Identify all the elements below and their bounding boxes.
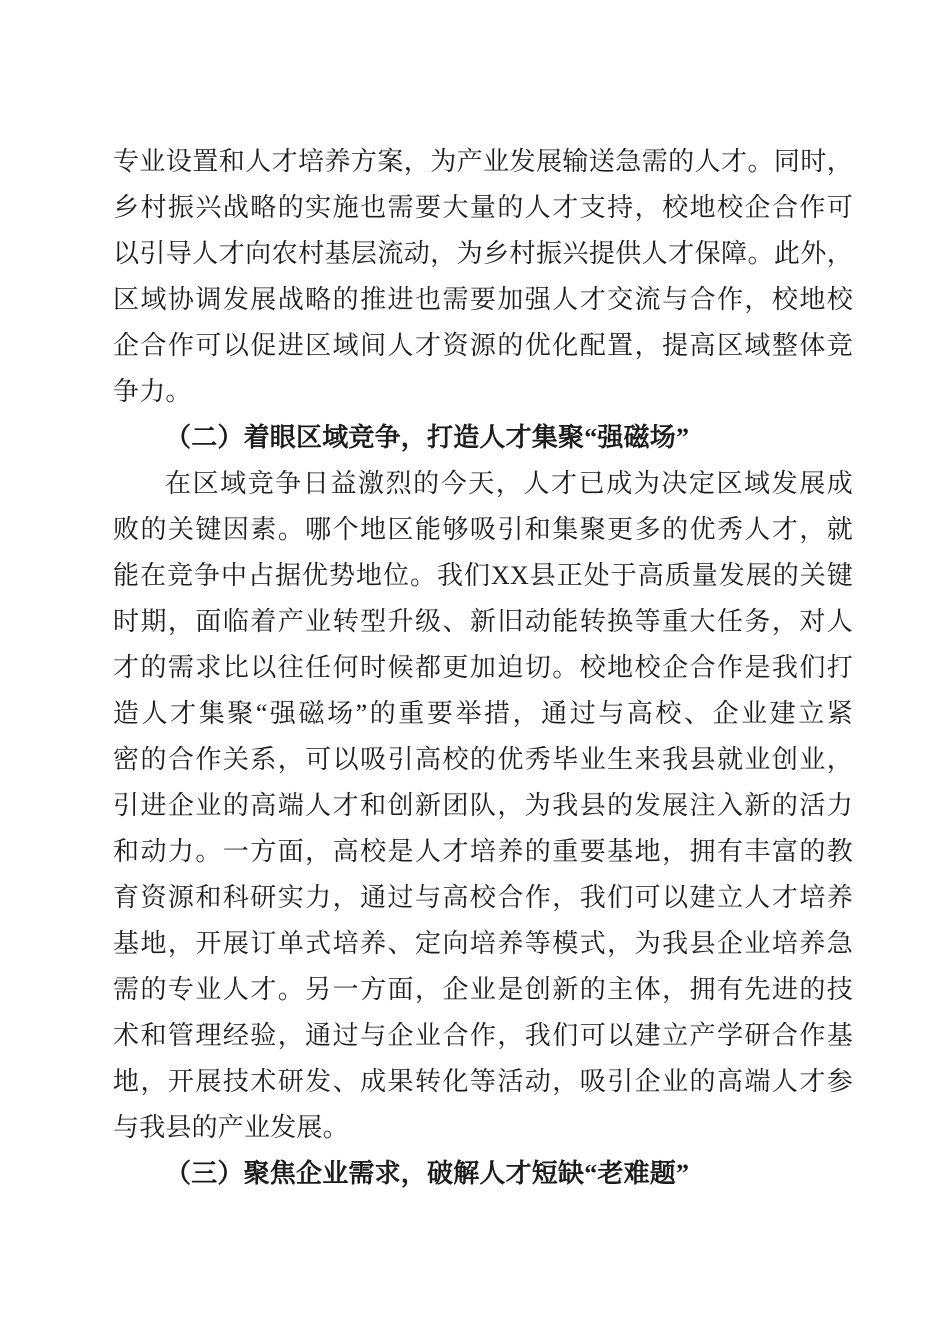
paragraph-continuation bbox=[113, 139, 853, 415]
text-line: 才的需求比以往任何时候都更加迫切。校地校企合作是我们打 bbox=[113, 653, 853, 682]
text-line: 需的专业人才。另一方面，企业是创新的主体，拥有先进的技 bbox=[113, 975, 853, 1004]
heading-text: （三）聚焦企业需求，破解人才短缺“老难题” bbox=[165, 1159, 690, 1188]
text-line: 败的关键因素。哪个地区能够吸引和集聚更多的优秀人才，就 bbox=[113, 515, 853, 544]
text-line: 能在竞争中占据优势地位。我们XX县正处于高质量发展的关键 bbox=[113, 561, 853, 590]
text-line: 以引导人才向农村基层流动，为乡村振兴提供人才保障。此外， bbox=[113, 239, 853, 268]
text-line: 和动力。一方面，高校是人才培养的重要基地，拥有丰富的教 bbox=[113, 837, 853, 866]
text-line: 区域协调发展战略的推进也需要加强人才交流与合作，校地校 bbox=[113, 285, 853, 314]
text-line: 术和管理经验，通过与企业合作，我们可以建立产学研合作基 bbox=[113, 1021, 853, 1050]
text-line: 乡村振兴战略的实施也需要大量的人才支持，校地校企合作可 bbox=[113, 193, 853, 222]
text-line: 密的合作关系，可以吸引高校的优秀毕业生来我县就业创业， bbox=[113, 745, 853, 774]
text-line: 地，开展技术研发、成果转化等活动，吸引企业的高端人才参 bbox=[113, 1067, 853, 1096]
text-line: 争力。 bbox=[113, 377, 192, 406]
text-line: 育资源和科研实力，通过与高校合作，我们可以建立人才培养 bbox=[113, 883, 853, 912]
text-line: 基地，开展订单式培养、定向培养等模式，为我县企业培养急 bbox=[113, 929, 853, 958]
text-line: 在区域竞争日益激烈的今天，人才已成为决定区域发展成 bbox=[165, 469, 853, 498]
section-heading-ii bbox=[113, 415, 853, 461]
section-heading-iii bbox=[113, 1151, 853, 1197]
paragraph-section-ii-body bbox=[113, 461, 853, 1151]
text-line: 引进企业的高端人才和创新团队，为我县的发展注入新的活力 bbox=[113, 791, 853, 820]
heading-text: （二）着眼区域竞争，打造人才集聚“强磁场” bbox=[165, 423, 690, 452]
text-line: 时期，面临着产业转型升级、新旧动能转换等重大任务，对人 bbox=[113, 607, 853, 636]
text-line: 专业设置和人才培养方案，为产业发展输送急需的人才。同时， bbox=[113, 147, 853, 176]
document-body bbox=[113, 139, 853, 1197]
text-line: 与我县的产业发展。 bbox=[113, 1113, 349, 1142]
text-line: 造人才集聚“强磁场”的重要举措，通过与高校、企业建立紧 bbox=[113, 699, 853, 728]
text-line: 企合作可以促进区域间人才资源的优化配置，提高区域整体竞 bbox=[113, 331, 853, 360]
